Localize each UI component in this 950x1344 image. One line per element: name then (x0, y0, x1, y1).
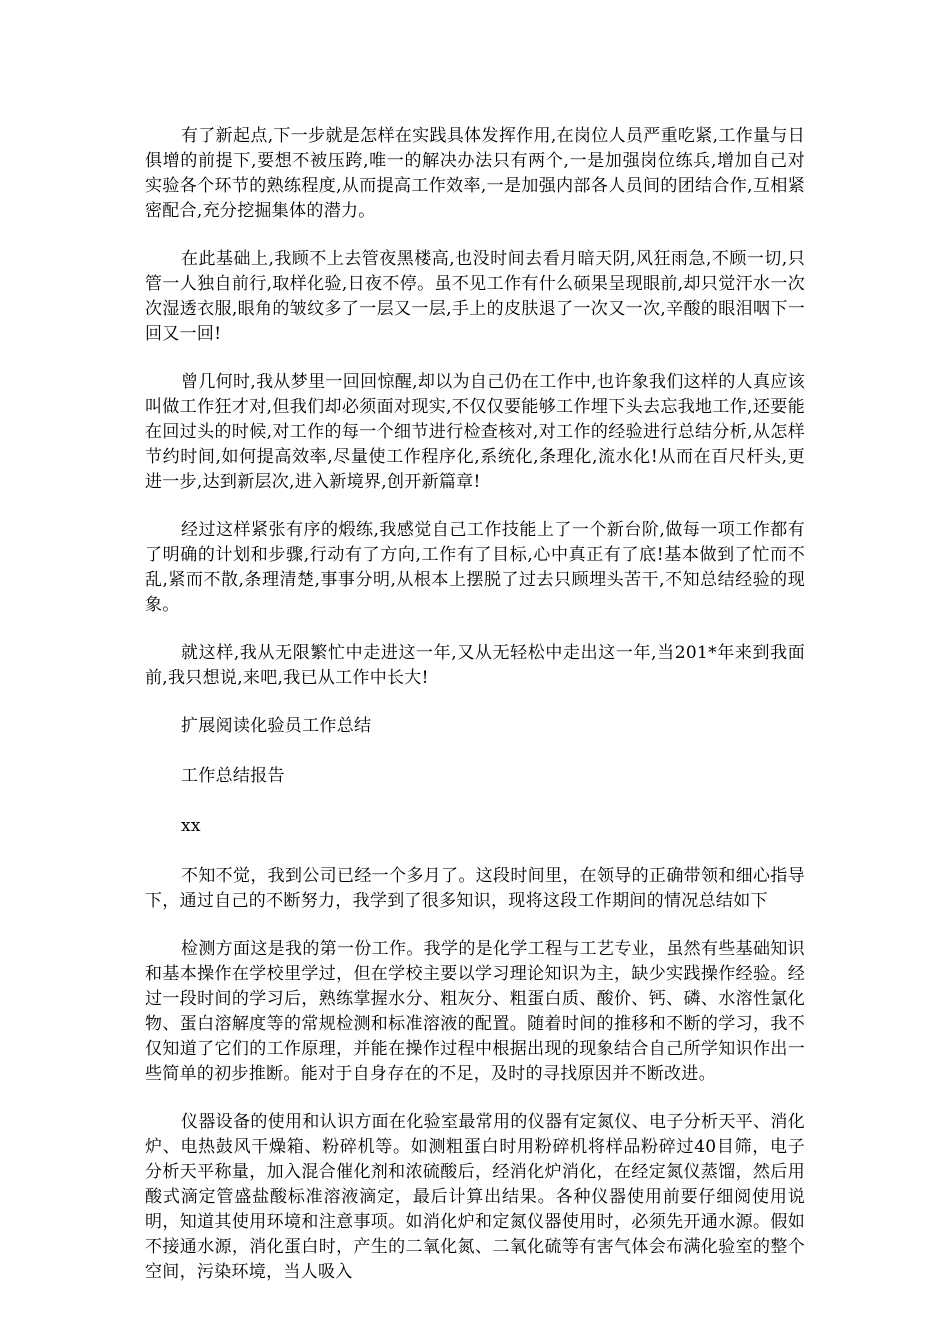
extended-reading-heading: 扩展阅读化验员工作总结 (181, 716, 372, 736)
paragraph-working-day-and-night: 在此基础上,我顾不上去管夜黑楼高,也没时间去看月暗天阴,风狂雨急,不顾一切,只管一人独自前行,取样化验,日夜不停。虽不见工作有什么硕果呈现眼前,却只觉汗水一次次湿透衣服,眼角的皱纹多了一层又一层,手上的皮肤退了一次又一次,辛酸的眼泪咽下一回又一回! (145, 249, 805, 344)
report-title: 工作总结报告 (181, 766, 285, 786)
paragraph-instruments: 仪器设备的使用和认识方面在化验室最常用的仪器有定氮仪、电子分析天平、消化炉、电热鼓风干燥箱、粉碎机等。如测粗蛋白时用粉碎机将样品粉碎过40目筛，电子分析天平称量，加入混合催化剂和浓硫酸后，经消化炉消化，在经定氮仪蒸馏，然后用酸式滴定管盛盐酸标准溶液滴定，最后计算出结果。各种仪器使用前要仔细阅使用说明，知道其使用环境和注意事项。如消化炉和定氮仪器使用时，必须先开通水源。假如不接通水源，消化蛋白时，产生的二氧化氮、二氧化硫等有害气体会布满化验室的整个空间，污染环境，当人吸入 (145, 1112, 805, 1282)
document-body (145, 124, 805, 1308)
paragraph-year-end: 就这样,我从无限繁忙中走进这一年,又从无轻松中走出这一年,当201*年来到我面前,我只想说,来吧,我已从工作中长大! (145, 643, 805, 688)
paragraph-new-starting-point: 有了新起点,下一步就是怎样在实践具体发挥作用,在岗位人员严重吃紧,工作量与日俱增的前提下,要想不被压跨,唯一的解决办法只有两个,一是加强岗位练兵,增加自己对实验各个环节的熟练程度,从而提高工作效率,一是加强内部各人员间的团结合作,互相紧密配合,充分挖掘集体的潜力。 (145, 126, 805, 221)
paragraph-skill-improvement: 经过这样紧张有序的煅练,我感觉自己工作技能上了一个新台阶,做每一项工作都有了明确的计划和步骤,行动有了方向,工作有了目标,心中真正有了底!基本做到了忙而不乱,紧而不散,条理清楚,事事分明,从根本上摆脱了过去只顾埋头苦干,不知总结经验的现象。 (145, 520, 805, 615)
paragraph-reflection: 曾几何时,我从梦里一回回惊醒,却以为自己仍在工作中,也许象我们这样的人真应该叫做工作狂才对,但我们却必须面对现实,不仅仅要能够工作埋下头去忘我地工作,还要能在回过头的时候,对工作的每一个细节进行检查核对,对工作的经验进行总结分析,从怎样节约时间,如何提高效率,尽量使工作程序化,系统化,条理化,流水化!从而在百尺杆头,更进一步,达到新层次,进入新境界,创开新篇章! (145, 372, 805, 492)
paragraph-testing: 检测方面这是我的第一份工作。我学的是化学工程与工艺专业，虽然有些基础知识和基本操作在学校里学过，但在学校主要以学习理论知识为主，缺少实践操作经验。经过一段时间的学习后，熟练掌握水分、粗灰分、粗蛋白质、酸价、钙、磷、水溶性氯化物、蛋白溶解度等的常规检测和标准溶液的配置。随着时间的推移和不断的学习，我不仅知道了它们的工作原理，并能在操作过程中根据出现的现象结合自己所学知识作出一些简单的初步推断。能对于自身存在的不足，及时的寻找原因并不断改进。 (145, 939, 805, 1084)
author-placeholder: xx (181, 816, 201, 836)
paragraph-introduction: 不知不觉，我到公司已经一个多月了。这段时间里，在领导的正确带领和细心指导下，通过自己的不断努力，我学到了很多知识，现将这段工作期间的情况总结如下 (145, 866, 805, 911)
